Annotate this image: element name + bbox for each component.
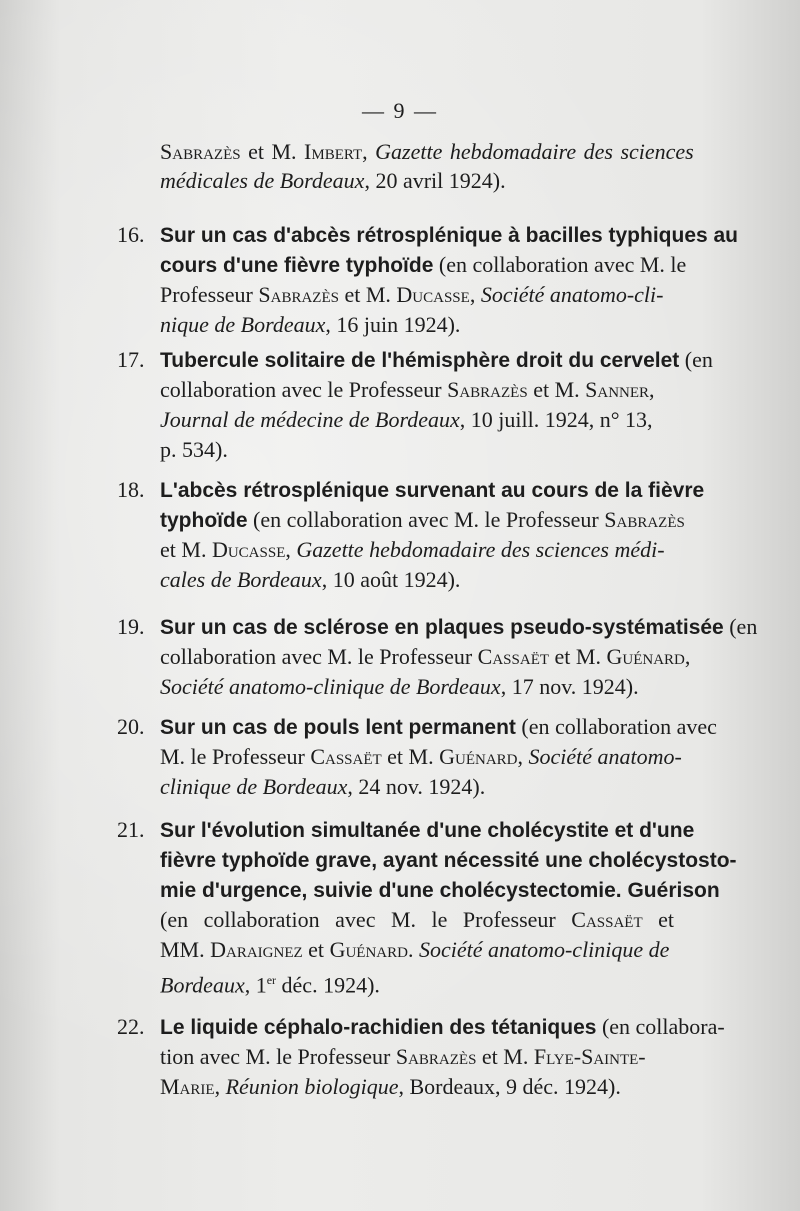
- entry-number: 18.: [117, 477, 145, 502]
- entry-number: 20.: [117, 714, 145, 739]
- entry-line-2: cours d'une fièvre typhoïde (en collaboration avec M. le: [160, 252, 687, 277]
- entry-line-4: cales de Bordeaux, 10 août 1924).: [160, 567, 461, 592]
- entry-line-3: et M. Ducasse, Gazette hebdomadaire des sciences médi-: [160, 537, 665, 562]
- intro-line-1: Sabrazès et M. Imbert, Gazette hebdomadaire des sciences: [160, 139, 694, 164]
- entry-line-1: Sur un cas de pouls lent permanent (en collaboration avec: [160, 714, 717, 739]
- page-number: — 9 —: [362, 98, 438, 123]
- entry-number: 22.: [117, 1014, 145, 1039]
- intro-line-2: médicales de Bordeaux, 20 avril 1924).: [160, 168, 506, 193]
- entry-line-2: typhoïde (en collaboration avec M. le Professeur Sabrazès: [160, 507, 685, 532]
- entry-line-2: collaboration avec le Professeur Sabrazès et M. Sanner,: [160, 377, 655, 402]
- entry-number: 17.: [117, 347, 145, 372]
- entry-line-4: nique de Bordeaux, 16 juin 1924).: [160, 312, 461, 337]
- entry-line-4: (en collaboration avec M. le Professeur Cassaët et: [160, 907, 675, 932]
- entry-line-1: Le liquide céphalo-rachidien des tétaniques (en collabora-: [160, 1014, 725, 1039]
- entry-number: 21.: [117, 817, 145, 842]
- entry-line-3: mie d'urgence, suivie d'une cholécystectomie. Guérison: [160, 879, 720, 902]
- entry-line-1: L'abcès rétrosplénique survenant au cours de la fièvre: [160, 479, 705, 502]
- entry-line-3: Marie, Réunion biologique, Bordeaux, 9 déc. 1924).: [160, 1074, 621, 1099]
- entry-line-2: collaboration avec M. le Professeur Cassaët et M. Guénard,: [160, 644, 691, 669]
- entry-number: 16.: [117, 222, 145, 247]
- entry-line-4: p. 534).: [160, 437, 228, 462]
- entry-line-6: Bordeaux, 1er déc. 1924).: [160, 972, 380, 998]
- entry-line-3: Journal de médecine de Bordeaux, 10 juill. 1924, n° 13,: [160, 407, 653, 432]
- entry-line-2: fièvre typhoïde grave, ayant nécessité une cholécystostо-: [160, 849, 737, 872]
- entry-line-5: MM. Daraignez et Guénard. Société anatomo-clinique de: [160, 937, 670, 962]
- entry-line-3: Société anatomo-clinique de Bordeaux, 17 nov. 1924).: [160, 674, 639, 699]
- entry-number: 19.: [117, 614, 145, 639]
- entry-line-3: Professeur Sabrazès et M. Ducasse, Société anatomo-cli-: [160, 282, 664, 307]
- entry-line-1: Sur un cas de sclérose en plaques pseudo-systématisée (en: [160, 614, 758, 639]
- entry-line-2: tion avec M. le Professeur Sabrazès et M. Flye-Sainte-: [160, 1044, 646, 1069]
- entry-line-3: clinique de Bordeaux, 24 nov. 1924).: [160, 774, 486, 799]
- entry-line-1: Tubercule solitaire de l'hémisphère droit du cervelet (en: [160, 347, 713, 372]
- entry-line-1: Sur un cas d'abcès rétrosplénique à bacilles typhiques au: [160, 224, 739, 247]
- entry-line-1: Sur l'évolution simultanée d'une cholécystite et d'une: [160, 819, 695, 842]
- entry-line-2: M. le Professeur Cassaët et M. Guénard, Société anatomo-: [160, 744, 682, 769]
